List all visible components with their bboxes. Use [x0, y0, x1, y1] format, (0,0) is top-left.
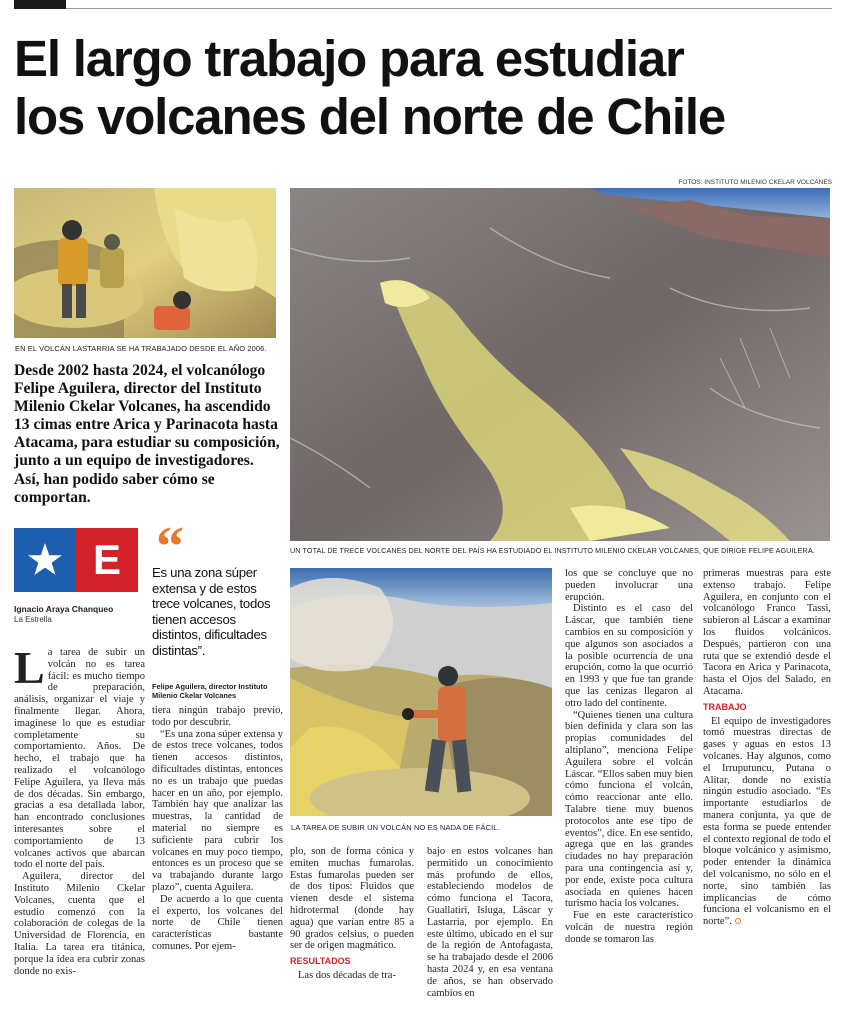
- top-rule: [66, 8, 832, 9]
- byline-author: Ignacio Araya Chanqueo: [14, 604, 114, 614]
- caption-mid-photo: LA TAREA DE SUBIR UN VOLCÁN NO ES NADA DE FÁCIL.: [291, 823, 500, 832]
- body-paragraph: “Quienes tienen una cultura bien definida y clara son las propias comunidades del altiplano”, menciona Felipe Aguilera sobre el volcán Láscar. “Ellos saben muy bien cómo funciona el volcán, cómo reaccionar ante ello. Talabre tiene muy buenos protocolos ante ese tipo de eventos”, dice. En ese sentido, agrega que en las grandes ciudades no hay preparación para una contingencia así y, por ende, existe poca cultura asociada en quienes hacen turismo hacia los volcanes.: [565, 709, 693, 910]
- body-column-5: [565, 568, 693, 946]
- flag-block: [14, 528, 76, 592]
- body-paragraph: los que se concluye que no pueden involucrar una erupción.: [565, 568, 693, 603]
- body-column-1: [14, 642, 145, 977]
- photo-volcano-slope: [290, 188, 830, 541]
- subhead-trabajo: TRABAJO: [703, 701, 747, 712]
- body-paragraph: [703, 716, 831, 928]
- body-paragraph: Distinto es el caso del Láscar, que también tiene cambios en su composición y que algunos son asociados a la posible ocurrencia de una erupción, como la que ocurrió en 1993 y que fue tan grande que las cenizas llegaron al otro lado del continente.: [565, 603, 693, 709]
- photo-lastarria-workers: [14, 188, 276, 338]
- la-estrella-logo: [14, 528, 138, 592]
- body-paragraph: tiera ningún trabajo previo, todo por descubrir.: [152, 705, 283, 728]
- subhead-resultados: RESULTADOS: [290, 956, 351, 967]
- photo-volcano-slope-image: [290, 188, 830, 541]
- body-column-3: [290, 846, 414, 982]
- headline-line-1: El largo trabajo para estudiar: [14, 30, 684, 87]
- photo-researcher-image: [290, 568, 552, 816]
- body-paragraph: “Es una zona súper extensa y de estos trece volcanes, todos tienen accesos distintos, dificultades distintas, entonces no es un trabajo que puedas hacer en un año, por ejemplo. También hay que analizar las muestras, la cantidad de material no siempre es suficiente para cubrir los volcanes en muy poco tiempo, entonces es un proceso que se va trabajando durante largo plazo”, cuenta Aguilera.: [152, 728, 283, 893]
- photo-credit: FOTOS: INSTITUTO MILENIO CKELAR VOLCANES: [678, 179, 832, 186]
- headline: [14, 30, 834, 146]
- body-paragraph: Fue en este característico volcán de nuestra región donde se tomaron las: [565, 910, 693, 945]
- body-text: El equipo de investigadores tomó muestras directas de gases y aguas en estos 13 volcanes. Hay algunos, como el Irruputuncu, Putana o Alitar, donde no existía ningún estudio asociado. “Es importante estudiarlos de manera conjunta, ya que de esta forma se puede entender el contexto regional de todo el bloque volcánico y asimismo, poder entender la dinámica del volcanismo, no sólo en el norte, sino también las implicancias de cómo funciona el volcanismo en el norte”.: [703, 715, 831, 928]
- pull-quote: Es una zona súper extensa y de estos trece volcanes, todos tienen accesos distintos, dificultades distintas”.: [152, 565, 271, 658]
- pull-quote-attribution: Felipe Aguilera, director Instituto Milenio Ckelar Volcanes: [152, 682, 268, 700]
- lead-paragraph: Desde 2002 hasta 2024, el volcanólogo Felipe Aguilera, director del Instituto Milenio Ckelar Volcanes, ha ascendido 13 cimas entre Arica y Parinacota hasta Atacama, para estudiar su composición, junto a un equipo de investigadores. Así, han podido saber cómo se comportan.: [14, 362, 280, 506]
- headline-line-2: los volcanes del norte de Chile: [14, 88, 726, 145]
- body-column-4: [427, 846, 553, 999]
- body-paragraph: plo, son de forma cónica y emiten muchas fumarolas. Estas fumarolas pueden ser de dos tipos: Fluidos que vienen desde el sistema hidrotermal (donde hay agua) que varían entre 85 a 90 grados celsius, o pueden ser de origen magmático.: [290, 846, 414, 952]
- logo-letter: E: [76, 528, 138, 592]
- body-paragraph: primeras muestras para este extenso trabajo. Felipe Aguilera, en conjunto con el volcanólogo Franco Tassi, subieron al Láscar a examinar los fluidos volcánicos. Después, partieron con una ruta que se extendió desde el Tacora en Arica y Parinacota, hasta el Ojos del Salado, en Atacama.: [703, 568, 831, 697]
- body-paragraph: De acuerdo a lo que cuenta el experto, los volcanes del norte de Chile tienen características bastante comunes. Por ejem-: [152, 893, 283, 952]
- top-bar: [14, 0, 66, 9]
- byline-outlet: La Estrella: [14, 615, 52, 624]
- body-column-6: [703, 568, 831, 928]
- caption-small-photo: EN EL VOLCÁN LASTARRIA SE HA TRABAJADO DESDE EL AÑO 2006.: [15, 344, 267, 353]
- body-text: a tarea de subir un volcán no es tarea fácil: es mucho tiempo de preparación, análisis, organizar el viaje y finalmente llegar. Ahora, imagínese lo que es estudiar completamente su comportamiento. Años. De hecho, el trabajo que ha realizado el volcanólogo Felipe Aguilera, ya lleva más de dos décadas. Sin embargo, gracias a esa detallada labor, han encontrado conclusiones interesantes sobre el comportamiento de 13 volcanes activos que abarcan todo el norte del país.: [14, 647, 145, 871]
- body-column-2: [152, 705, 283, 953]
- body-paragraph: Las dos décadas de tra-: [298, 969, 396, 981]
- body-paragraph: [14, 642, 145, 871]
- body-paragraph: bajo en estos volcanes han permitido un conocimiento más profundo de ellos, estableciendo modelos de cómo funciona el Tacora, Guallatiri, Isluga, Láscar y Lastarria, por ejemplo. En este último, ubicado en el sur de la región de Antofagasta, se ha trabajado desde el 2006 hasta 2024 y, en esa ventana de años, se han observado cambios en: [427, 846, 553, 999]
- photo-researcher-fumarole: [290, 568, 552, 816]
- drop-cap: L: [14, 642, 45, 693]
- quote-mark-icon: “: [156, 516, 184, 578]
- body-paragraph: Aguilera, director del Instituto Milenio Ckelar Volcanes, cuenta que el estudio comenzó con la colaboración de colegas de la Universidad de Florencia, en Italia. La tarea era titánica, porque la idea era cubrir zonas donde no exis-: [14, 871, 145, 977]
- end-mark-icon: [735, 918, 741, 924]
- photo-lastarria-image: [14, 188, 276, 338]
- caption-main-photo: UN TOTAL DE TRECE VOLCANES DEL NORTE DEL PAÍS HA ESTUDIADO EL INSTITUTO MILENIO CKELAR VOLCANES, QUE DIRIGE FELIPE AGUILERA.: [290, 546, 815, 555]
- star-icon: [27, 542, 63, 578]
